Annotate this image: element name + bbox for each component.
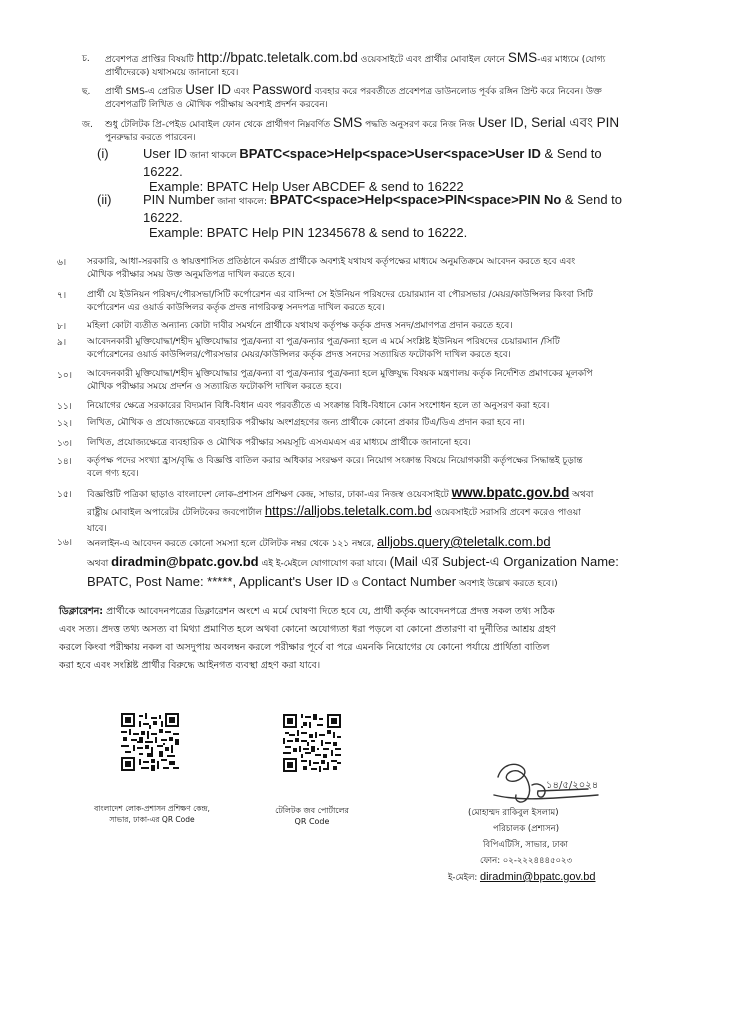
signatory-phone: ফোন: ০২-২২২৪৪৪৫০২৩ bbox=[480, 856, 573, 866]
password-term: Password bbox=[252, 82, 312, 97]
admit-card-notice bbox=[105, 51, 735, 80]
text-segment: ওয়েবসাইটে এবং প্রার্থীর মোবাইল ফোনে bbox=[357, 55, 508, 65]
text-segment: বিজ্ঞপ্তিটি পত্রিকা ছাড়াও বাংলাদেশ লোক-প্রশাসন প্রশিক্ষণ কেন্দ্র, সাভার, ঢাকা-এর নিজস্ব ওয়েবসাইটে bbox=[87, 490, 452, 500]
sms-help-number: (i) bbox=[97, 146, 109, 161]
alljobs-query-email[interactable]: alljobs.query@teletalk.com.bd bbox=[376, 534, 551, 549]
text-segment: ওয়েবসাইটে সরাসরি প্রবেশ করেও পাওয়া bbox=[431, 508, 581, 518]
text-segment: প্রবেশপত্রটি লিখিত ও মৌখিক পরীক্ষায় অবশ্যই প্রদর্শন করবেন। bbox=[105, 100, 328, 110]
item-number: ১৪। bbox=[57, 457, 72, 467]
item-13-text: লিখিত, প্রযোজ্যক্ষেত্রে ব্যবহারিক ও মৌখিক পরীক্ষার সময়সূচি এসএমএস এর মাধ্যমে প্রার্থীকে জানানো হবে। bbox=[87, 438, 471, 448]
item-number: ১২। bbox=[57, 419, 72, 429]
item-number: ১০। bbox=[57, 371, 72, 381]
item-10-text: আবেদনকারী মুক্তিযোদ্ধা/শহীদ মুক্তিযোদ্ধার পুত্র/কন্যা বা পুত্র/কন্যার পুত্র/কন্যা হলে মুক্তিযুদ্ধ বিষয়ক মন্ত্রণালয় কর্তৃক নির্দেশিত প্রমাণকের মূলকপি মৌখিক পরীক্ষার সময়ে প্রদর্শন ও সত্যায়িত ফটোকপি দাখিল করতে হবে। bbox=[87, 369, 593, 392]
text-segment: পুনরুদ্ধার করতে পারবেন। bbox=[105, 133, 196, 143]
text-segment: অথবা bbox=[87, 559, 112, 569]
bpatc-qr-caption: বাংলাদেশ লোক-প্রশাসন প্রশিক্ষণ কেন্দ্র, সাভার, ঢাকা-এর QR Code bbox=[94, 804, 210, 824]
item-number: ৮। bbox=[57, 322, 67, 332]
signatory-office: বিপিএটিসি, সাভার, ঢাকা bbox=[483, 840, 568, 850]
text-segment: প্রার্থী SMS-এ প্রেরিত bbox=[105, 87, 186, 97]
email-label: ই-মেইল: bbox=[448, 873, 480, 883]
sms-credentials-notice bbox=[105, 83, 735, 112]
text-segment: রাষ্ট্রীয় মোবাইল অপারেটর টেলিটকের জবপোর্টাল bbox=[87, 508, 265, 518]
sms-example: Example: BPATC Help User ABCDEF & send to 16222 bbox=[149, 179, 464, 194]
signatory-email[interactable]: diradmin@bpatc.gov.bd bbox=[479, 871, 596, 883]
text-segment: প্রার্থীদেরকে) যথাসময়ে জানানো হবে। bbox=[105, 68, 239, 78]
text-segment: BPATC, Post Name: *****, Applicant's User ID bbox=[87, 574, 350, 589]
item-number: ১১। bbox=[57, 402, 72, 412]
text-segment: ও bbox=[349, 579, 362, 589]
item-15-text bbox=[87, 485, 737, 537]
item-7-text: প্রার্থী যে ইউনিয়ন পরিষদ/পৌরসভা/সিটি কর্পোরেশন এর বাসিন্দা সে ইউনিয়ন পরিষদের চেয়ারম্যান বা পৌরসভার /মেয়র/কাউন্সিলর কিংবা সিটি কর্পোরেশন এর ওয়ার্ড কাউন্সিলর কর্তৃক প্রদত্ত নাগরিকত্ব সনদপত্র দাখিল করতে হবে। bbox=[87, 290, 593, 313]
item-number: ৭। bbox=[57, 291, 67, 301]
item-number: চ. bbox=[82, 54, 90, 64]
item-number: ৬। bbox=[57, 258, 67, 268]
signatory-name: (মোহাম্মদ রাকিবুল ইসলাম) bbox=[468, 808, 559, 818]
sms-command: BPATC<space>Help<space>User<space>User ID bbox=[239, 146, 541, 161]
text-segment: -এর মাধ্যমে (যোগ্য bbox=[537, 55, 606, 65]
declaration: ডিক্লারেশন: প্রার্থীকে আবেদনপত্রের ডিক্লারেশন অংশে এ মর্মে ঘোষণা দিতে হবে যে, প্রার্থী কর্তৃক আবেদনপত্রে প্রদত্ত সকল তথ্য সঠিক এবং সত্য। প্রদত্ত তথ্য অসত্য বা মিথ্যা প্রমাণিত হলে অথবা কোনো অযোগ্যতা ধরা পড়লে বা কোনো প্রতারণা বা দুর্নীতির আশ্রয় গ্রহণ করলে কিংবা পরীক্ষায় নকল বা অসদুপায় অবলম্বন করলে পরীক্ষার পূর্বে বা পরে এমনকি নিয়োগের যে কোনো পর্যায়ে প্রার্থিতা বাতিল করা হবে এবং সংশ্লিষ্ট প্রার্থীর বিরুদ্ধে আইনগত ব্যবস্থা গ্রহণ করা যাবে। bbox=[59, 606, 556, 671]
sms-help-number: (ii) bbox=[97, 192, 112, 207]
sms-command: BPATC<space>Help<space>PIN<space>PIN No bbox=[269, 192, 562, 207]
text-segment: যাবে। bbox=[87, 524, 107, 534]
credentials-term: User ID, Serial এবং PIN bbox=[477, 115, 620, 130]
diradmin-email[interactable]: diradmin@bpatc.gov.bd bbox=[111, 554, 259, 569]
text-segment: এই ই-মেইলে যোগাযোগ করা যাবে। bbox=[258, 559, 390, 569]
item-number: জ. bbox=[82, 120, 93, 130]
teletalk-qr-caption: টেলিটক জব পোর্টালের QR Code bbox=[275, 806, 349, 826]
item-12-text: লিখিত, মৌখিক ও প্রযোজ্যক্ষেত্রে ব্যবহারিক পরীক্ষায় অংশগ্রহণের জন্য প্রার্থীকে কোনো প্রকার টিএ/ডিএ প্রদান করা হবে না। bbox=[87, 418, 525, 428]
sms-term: SMS bbox=[332, 115, 363, 130]
declaration-label: ডিক্লারেশন: bbox=[59, 606, 104, 617]
sms-help-pin bbox=[143, 192, 673, 240]
signatory-designation: পরিচালক (প্রশাসন) bbox=[493, 824, 560, 834]
item-number: ৯। bbox=[57, 338, 67, 348]
bpatc-website-link[interactable]: www.bpatc.gov.bd bbox=[451, 485, 570, 500]
signatory-email-line bbox=[448, 870, 596, 885]
item-14-text: কর্তৃপক্ষ পদের সংখ্যা হ্রাস/বৃদ্ধি ও বিজ্ঞপ্তি বাতিল করার অধিকার সংরক্ষণ করে। নিয়োগ সংক্রান্ত বিষয়ে নিয়োগকারী কর্তৃপক্ষের সিদ্ধান্তই চূড়ান্ত বলে গণ্য হবে। bbox=[87, 456, 583, 479]
text-segment: এবং bbox=[231, 87, 253, 97]
text-segment: User ID bbox=[143, 146, 188, 161]
bpatc-qr-code[interactable] bbox=[121, 713, 179, 771]
text-segment: (Mail এর Subject-এ Organization Name: bbox=[389, 554, 619, 569]
text-segment: প্রবেশপত্র প্রাপ্তির বিষয়টি bbox=[105, 55, 197, 65]
sms-help-user-id bbox=[143, 146, 673, 194]
text-segment: Contact Number bbox=[361, 574, 457, 589]
text-segment: অথবা bbox=[569, 490, 594, 500]
text-segment: & Send to bbox=[540, 146, 602, 161]
teletalk-qr-code[interactable] bbox=[283, 714, 341, 772]
item-6-text: সরকারি, আধা-সরকারি ও স্বায়ত্তশাসিত প্রতিষ্ঠানে কর্মরত প্রার্থীকে অবশ্যই যথাযথ কর্তৃপক্ষের মাধ্যমে অনুমতিক্রমে আবেদন করতে হবে এবং মৌখিক পরীক্ষার সময় উক্ত অনুমতিপত্র দাখিল করতে হবে। bbox=[87, 257, 576, 280]
item-number: ছ. bbox=[82, 87, 91, 97]
text-segment: জানা থাকলে bbox=[187, 151, 240, 161]
text-segment: অনলাইন-এ আবেদন করতে কোনো সমস্যা হলে টেলিটক নম্বর থেকে ১২১ নম্বরে, bbox=[87, 539, 377, 549]
item-16-text bbox=[87, 533, 737, 593]
text-segment: জানা থাকলে: bbox=[214, 197, 270, 207]
alljobs-teletalk-link[interactable]: https://alljobs.teletalk.com.bd bbox=[264, 503, 432, 518]
text-segment: 16222. bbox=[143, 164, 183, 179]
text-segment: PIN Number bbox=[143, 192, 215, 207]
item-number: ১৩। bbox=[57, 439, 72, 449]
item-9-text: আবেদনকারী মুক্তিযোদ্ধা/শহীদ মুক্তিযোদ্ধার পুত্র/কন্যা বা পুত্র/কন্যার পুত্র/কন্যা হলে এ মর্মে সংশ্লিষ্ট ইউনিয়ন পরিষদের চেয়ারম্যান /সিটি কর্পোরেশনের ওয়ার্ড কাউন্সিলর/পৌরসভার মেয়র/কাউন্সিলর কর্তৃক প্রদত্ত সনদের সত্যায়িত ফটোকপি দাখিল করতে হবে। bbox=[87, 337, 560, 360]
text-segment: ব্যবহার করে পরবর্তীতে প্রবেশপত্র ডাউনলোড পূর্বক রঙ্গিন প্রিন্ট করে নিবেন। উক্ত bbox=[311, 87, 602, 97]
retrieve-credentials-notice bbox=[105, 116, 735, 145]
text-segment: পদ্ধতি অনুসরণ করে নিজ নিজ bbox=[362, 120, 478, 130]
text-segment: শুধু টেলিটক প্রি-পেইড মোবাইল ফোন থেকে প্রার্থীগণ নিম্নবর্ণিত bbox=[105, 120, 333, 130]
sms-example: Example: BPATC Help PIN 12345678 & send to 16222. bbox=[149, 225, 468, 240]
item-number: ১৬। bbox=[57, 538, 72, 548]
text-segment: অবশ্যই উল্লেখ করতে হবে।) bbox=[456, 579, 558, 589]
user-id-term: User ID bbox=[185, 82, 232, 97]
sms-term: SMS bbox=[507, 50, 538, 65]
item-8-text: মহিলা কোটা ব্যতীত অন্যান্য কোটা দাবীর সমর্থনে প্রার্থীকে যথাযথ কর্তৃপক্ষ কর্তৃক প্রদত্ত সনদ/প্রমাণপত্র প্রদান করতে হবে। bbox=[87, 321, 513, 331]
item-11-text: নিয়োগের ক্ষেত্রে সরকারের বিদ্যমান বিধি-বিধান এবং পরবর্তীতে এ সংক্রান্ত বিধি-বিধানে কোন সংশোধন হলে তা অনুসরণ করা হবে। bbox=[87, 401, 550, 411]
text-segment: 16222. bbox=[143, 210, 183, 225]
item-number: ১৫। bbox=[57, 490, 72, 500]
signature-date: ১৪/৫/২০২৪ bbox=[546, 780, 599, 791]
text-segment: & Send to bbox=[561, 192, 623, 207]
bpatc-teletalk-url[interactable]: http://bpatc.teletalk.com.bd bbox=[196, 50, 358, 65]
